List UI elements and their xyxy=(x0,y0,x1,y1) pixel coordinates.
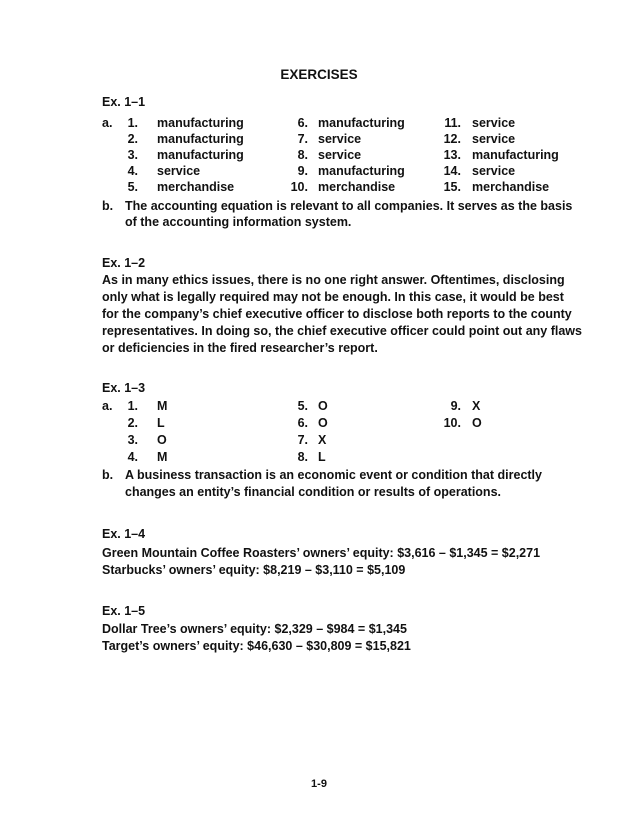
list-item-number: 1. xyxy=(127,116,138,130)
list-item-value: service xyxy=(318,148,362,162)
ex-1-3-part-b-label: b. xyxy=(102,468,114,482)
ex-1-1-part-b-line: of the accounting information system. xyxy=(125,215,352,229)
list-item-number: 5. xyxy=(127,180,138,194)
ex-1-2-line: representatives. In doing so, the chief executive officer could point out any flaws xyxy=(102,324,582,338)
list-item-value: manufacturing xyxy=(318,116,405,130)
ex-1-2-heading: Ex. 1–2 xyxy=(102,256,146,270)
ex-1-1-heading: Ex. 1–1 xyxy=(102,95,146,109)
list-item-value: O xyxy=(157,433,167,447)
list-item-value: manufacturing xyxy=(472,148,559,162)
list-item-value: O xyxy=(318,416,328,430)
list-item-number: 8. xyxy=(297,450,308,464)
list-item-number: 9. xyxy=(450,399,461,413)
list-item-value: manufacturing xyxy=(157,116,244,130)
ex-1-1-part-a-label: a. xyxy=(102,116,113,130)
ex-1-2-line: only what is legally required may not be enough. In this case, it would be best xyxy=(102,290,564,304)
list-item-value: O xyxy=(318,399,328,413)
list-item-value: merchandise xyxy=(318,180,396,194)
page-title: EXERCISES xyxy=(280,67,358,82)
page-number: 1-9 xyxy=(311,778,327,790)
ex-1-1-part-b-label: b. xyxy=(102,199,114,213)
ex-1-2-line: or deficiencies in the fired researcher’s report. xyxy=(102,341,378,355)
list-item-value: service xyxy=(157,164,201,178)
list-item-number: 14. xyxy=(443,164,461,178)
ex-1-4-line: Starbucks’ owners’ equity: $8,219 – $3,110 = $5,109 xyxy=(102,563,406,577)
list-item-number: 1. xyxy=(127,399,138,413)
list-item-number: 5. xyxy=(297,399,308,413)
ex-1-1-part-b-line: The accounting equation is relevant to all companies. It serves as the basis xyxy=(125,199,573,213)
list-item-value: X xyxy=(318,433,327,447)
list-item-value: service xyxy=(472,132,516,146)
list-item-value: L xyxy=(157,416,165,430)
list-item-number: 2. xyxy=(127,132,138,146)
ex-1-3-part-b-line: A business transaction is an economic event or condition that directly xyxy=(125,468,542,482)
list-item-value: O xyxy=(472,416,482,430)
ex-1-3-heading: Ex. 1–3 xyxy=(102,381,146,395)
list-item-number: 15. xyxy=(443,180,461,194)
ex-1-3-part-a-label: a. xyxy=(102,399,113,413)
list-item-number: 3. xyxy=(127,148,138,162)
list-item-value: manufacturing xyxy=(157,148,244,162)
list-item-value: service xyxy=(472,116,516,130)
ex-1-4-line: Green Mountain Coffee Roasters’ owners’ equity: $3,616 – $1,345 = $2,271 xyxy=(102,546,541,560)
ex-1-5-line: Dollar Tree’s owners’ equity: $2,329 – $984 = $1,345 xyxy=(102,622,407,636)
ex-1-2-line: for the company’s chief executive officer to disclose both reports to the county xyxy=(102,307,572,321)
list-item-number: 7. xyxy=(297,433,308,447)
list-item-value: merchandise xyxy=(472,180,550,194)
list-item-number: 4. xyxy=(127,450,138,464)
list-item-number: 7. xyxy=(297,132,308,146)
list-item-value: service xyxy=(318,132,362,146)
list-item-value: M xyxy=(157,399,168,413)
list-item-number: 10. xyxy=(290,180,308,194)
list-item-value: merchandise xyxy=(157,180,235,194)
list-item-number: 11. xyxy=(444,116,461,130)
ex-1-5-line: Target’s owners’ equity: $46,630 – $30,809 = $15,821 xyxy=(102,639,411,653)
list-item-number: 10. xyxy=(443,416,461,430)
list-item-value: L xyxy=(318,450,326,464)
list-item-number: 8. xyxy=(297,148,308,162)
list-item-number: 6. xyxy=(297,116,308,130)
list-item-value: service xyxy=(472,164,516,178)
list-item-number: 13. xyxy=(443,148,461,162)
list-item-value: M xyxy=(157,450,168,464)
list-item-value: manufacturing xyxy=(157,132,244,146)
list-item-number: 2. xyxy=(127,416,138,430)
list-item-number: 6. xyxy=(297,416,308,430)
ex-1-3-part-b-line: changes an entity’s financial condition or results of operations. xyxy=(125,485,501,499)
list-item-value: manufacturing xyxy=(318,164,405,178)
list-item-number: 4. xyxy=(127,164,138,178)
list-item-number: 9. xyxy=(297,164,308,178)
ex-1-5-heading: Ex. 1–5 xyxy=(102,604,146,618)
list-item-value: X xyxy=(472,399,481,413)
ex-1-2-line: As in many ethics issues, there is no one right answer. Oftentimes, disclosing xyxy=(102,273,565,287)
list-item-number: 12. xyxy=(443,132,461,146)
list-item-number: 3. xyxy=(127,433,138,447)
ex-1-4-heading: Ex. 1–4 xyxy=(102,527,146,541)
